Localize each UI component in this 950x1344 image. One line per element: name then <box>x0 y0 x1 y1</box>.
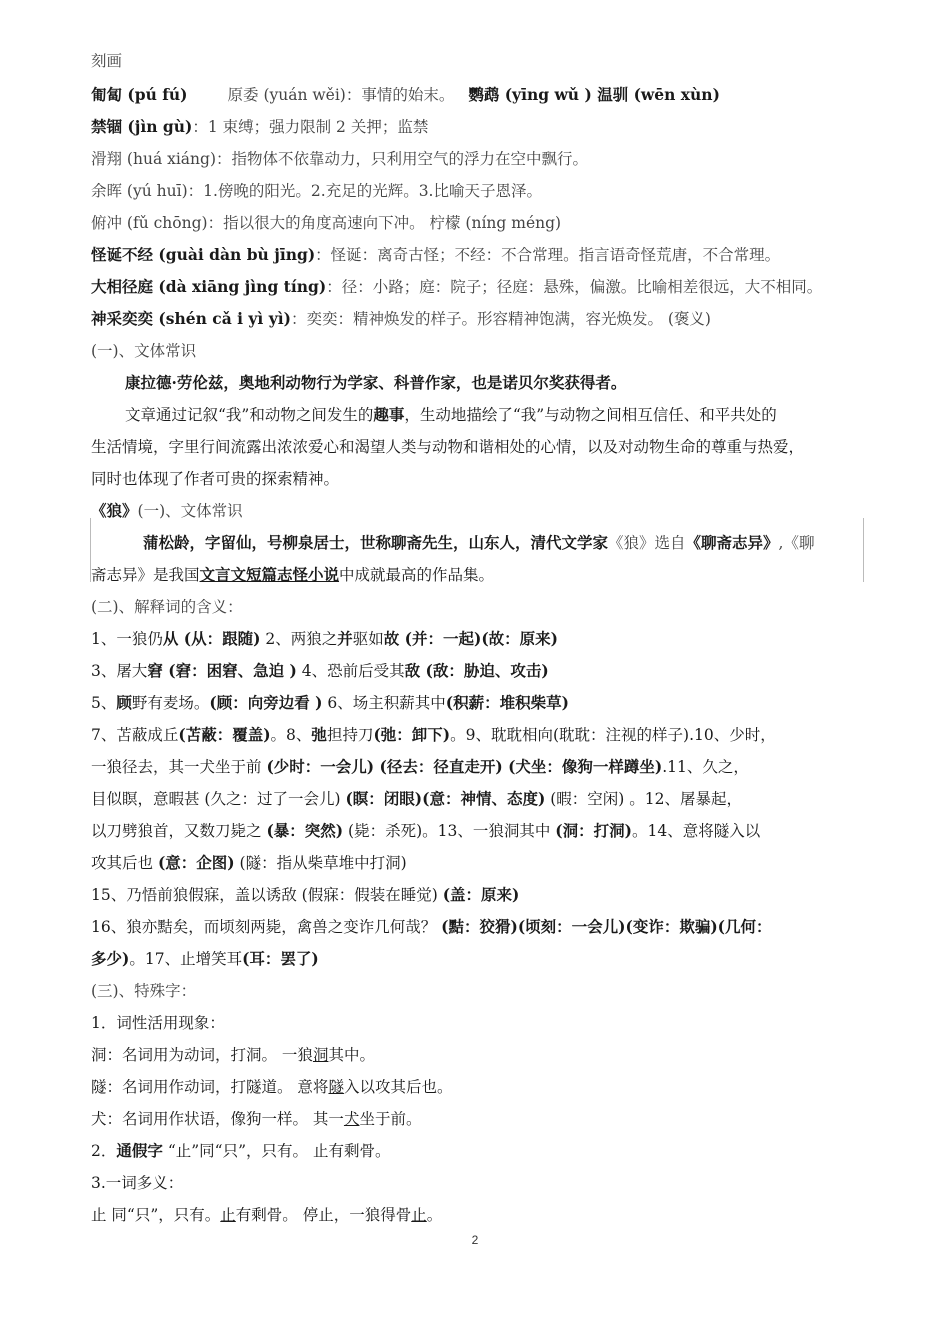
text: 敌 (敌：胁迫、攻击) <box>404 661 549 680</box>
text: 中成就最高的作品集。 <box>339 566 495 584</box>
text-line <box>91 852 871 874</box>
text: ，生动地描绘了“我”与动物之间相互信任、和平共处的 <box>404 406 777 424</box>
text-line: 1．词性活用现象： <box>91 1014 225 1032</box>
text: 刻画 <box>91 52 123 70</box>
text: (积薪：堆积柴草) <box>445 693 569 712</box>
section-heading: (二)、解释词的含义： <box>91 598 243 616</box>
text-line: 生活情境，字里行间流露出浓浓爱心和渴望人类与动物和谐相处的心情，以及对动物生命的尊重与热爱， <box>91 438 805 456</box>
text: 顾 <box>116 693 132 712</box>
text: 止 <box>411 1206 427 1224</box>
text: (弛：卸下) <box>373 725 451 744</box>
term: 怪诞不经 (guài dàn bù jīng) <box>91 245 316 264</box>
text-line: 同时也体现了作者可贵的探索精神。 <box>91 470 340 488</box>
text: 文章通过记叙“我”和动物之间发生的 <box>125 406 374 424</box>
text-line <box>91 628 871 650</box>
text: 6、场主积薪其中 <box>322 694 446 712</box>
section-heading: (一)、文体常识 <box>91 342 197 360</box>
text: (洞：打洞) <box>555 821 632 840</box>
term: 大相径庭 (dà xiāng jìng tíng) <box>91 277 327 296</box>
page-number: 2 <box>471 1233 479 1247</box>
text: 。 <box>426 1206 443 1224</box>
text: 犬：名词用作状语，像狗一样。 其一 <box>91 1110 344 1128</box>
text: 。14、意将隧入以 <box>631 822 761 840</box>
text: 。17、止增笑耳 <box>129 950 243 968</box>
text: 7、苫蔽成丘 <box>91 726 179 744</box>
vocab-line: 滑翔 (huá xiáng)：指物体不依靠动力，只利用空气的浮力在空中飘行。 <box>91 150 589 168</box>
text: 坐于前。 <box>359 1110 422 1128</box>
text: 并 <box>337 629 353 648</box>
text: 隧 <box>328 1078 344 1096</box>
text: (盖：原来) <box>442 885 520 904</box>
text: 《狼》 <box>91 501 138 520</box>
text-line <box>91 820 871 842</box>
text-line <box>91 532 923 554</box>
text: 入以攻其后也。 <box>343 1078 453 1096</box>
text: 弛 <box>311 725 327 744</box>
text-line <box>91 660 871 682</box>
text-line <box>91 692 871 714</box>
text-line <box>91 1140 871 1162</box>
vocab-line <box>91 308 871 330</box>
text-line <box>91 1076 871 1098</box>
text: 斋志异》是我国 <box>91 566 200 584</box>
text-line <box>91 50 871 72</box>
text: (少时：一会儿) (径去：径直走开) (犬坐：像狗一样蹲坐) <box>266 757 663 776</box>
text: 5、 <box>91 694 117 712</box>
text: (瞑：闭眼)(意：神情、态度) <box>345 789 546 808</box>
text: (暴：突然) <box>266 821 344 840</box>
text-line <box>91 1044 871 1066</box>
text: (顾：向旁边看 ) <box>209 693 323 712</box>
vocab-line <box>91 84 871 106</box>
text: (暇：空闲) 。12、屠暴起， <box>545 790 742 808</box>
text: 攻其后也 <box>91 854 158 872</box>
text-line <box>91 916 871 938</box>
text: 15、乃悟前狼假寐，盖以诱敌 (假寐：假装在睡觉) <box>91 886 443 904</box>
text: 洞：名词用为动词，打洞。 一狼 <box>91 1046 313 1064</box>
text: 故 (并：一起)(故：原来) <box>383 629 559 648</box>
term: 神采奕奕 (shén cǎ i yì yì) <box>91 309 291 328</box>
text: (一)、文体常识 <box>137 502 243 520</box>
text: (黠：狡猾)(顷刻：一会儿)(变诈：欺骗)(几何： <box>441 917 772 936</box>
text: 隧：名词用作动词，打隧道。 意将 <box>91 1078 329 1096</box>
text: 野有麦场。 <box>131 694 210 712</box>
vocab-line <box>91 116 871 138</box>
text: 1、一狼仍 <box>91 630 163 648</box>
text: ：怪诞：离奇古怪；不经：不合常理。指言语奇怪荒唐，不合常理。 <box>315 246 781 264</box>
text: 洞 <box>312 1046 329 1064</box>
text: “止”同“只”，只有。 止有剩骨。 <box>162 1142 391 1160</box>
text: 有剩骨。 停止，一狼得骨 <box>235 1206 412 1224</box>
text-line <box>91 1204 871 1226</box>
text: ：径：小路；庭：院子；径庭：悬殊，偏激。比喻相差很远，大不相同。 <box>326 278 823 296</box>
vocab-line: 余晖 (yú huī)：1.傍晚的阳光。2.充足的光辉。3.比喻天子恩泽。 <box>91 182 542 200</box>
text: 。9、耽耽相向(耽耽：注视的样子).10、少时， <box>450 726 776 744</box>
text: 3、屠大 <box>91 662 148 680</box>
text: (苫蔽：覆盖) <box>178 725 271 744</box>
text: (耳：罢了) <box>242 949 319 968</box>
text: 2、两狼之 <box>260 630 338 648</box>
term: 禁锢 (jìn gù) <box>91 117 193 136</box>
text-line <box>91 724 871 746</box>
text: 16、狼亦黠矣，而顷刻两毙，禽兽之变诈几何哉？ <box>91 918 442 936</box>
section-heading: (三)、特殊字： <box>91 982 197 1000</box>
text: 趣事 <box>373 405 405 424</box>
text-line <box>91 788 871 810</box>
text: 从 (从：跟随) <box>162 629 261 648</box>
text: (隧：指从柴草堆中打洞) <box>234 854 407 872</box>
text: 以刀劈狼首，又数刀毙之 <box>91 822 267 840</box>
text-line: 3.一词多义： <box>91 1174 184 1192</box>
text: ：1 束缚；强力限制 2 关押；监禁 <box>192 118 429 136</box>
text-line <box>91 884 871 906</box>
term: 匍匐 (pú fú) <box>91 85 188 104</box>
text-line <box>91 404 905 426</box>
text: 2． <box>91 1142 117 1160</box>
vocab-line <box>91 244 871 266</box>
term: 鹦鹉 (yīng wǔ ) 温驯 (wēn xùn) <box>468 85 720 104</box>
text: 犬 <box>343 1110 360 1128</box>
text: 止 <box>220 1206 236 1224</box>
text: (毙：杀死)。13、一狼洞其中 <box>343 822 556 840</box>
text: 多少) <box>91 949 130 968</box>
text: 文言文短篇志怪小说 <box>199 565 340 584</box>
text: 原委 (yuán wěi)：事情的始末。 <box>227 86 455 104</box>
text-line <box>91 1108 871 1130</box>
text: 。8、 <box>270 726 312 744</box>
text: 担持刀 <box>326 726 374 744</box>
text: 通假字 <box>116 1141 163 1160</box>
text: 目似瞑，意暇甚 (久之：过了一会儿) <box>91 790 346 808</box>
text-line <box>91 756 871 778</box>
vocab-line: 俯冲 (fǔ chōng)：指以很大的角度高速向下冲。 柠檬 (níng méng) <box>91 214 562 232</box>
text: 一狼径去，其一犬坐于前 <box>91 758 267 776</box>
text: 4、恐前后受其 <box>296 662 405 680</box>
text-line <box>91 564 871 586</box>
vocab-line <box>91 276 871 298</box>
text: (意：企图) <box>157 853 235 872</box>
text-line: 康拉德·劳伦兹，奥地利动物行为学家、科普作家，也是诺贝尔奖获得者。 <box>125 373 627 392</box>
text: 止 同“只”，只有。 <box>91 1206 221 1224</box>
text: 《狼》选自 <box>608 534 686 552</box>
text: 驱如 <box>352 630 384 648</box>
text: ：奕奕：精神焕发的样子。形容精神饱满，容光焕发。 (褒义) <box>290 310 711 328</box>
text: .11、久之， <box>662 758 749 776</box>
text: 窘 (窘：困窘、急迫 ) <box>147 661 297 680</box>
text: 蒲松龄，字留仙，号柳泉居士，世称聊斋先生，山东人，清代文学家 <box>143 533 609 552</box>
text: 《聊斋志异》 <box>685 533 779 552</box>
text: ,《聊 <box>778 534 815 552</box>
text-line <box>91 948 871 970</box>
text: 其中。 <box>328 1046 375 1064</box>
